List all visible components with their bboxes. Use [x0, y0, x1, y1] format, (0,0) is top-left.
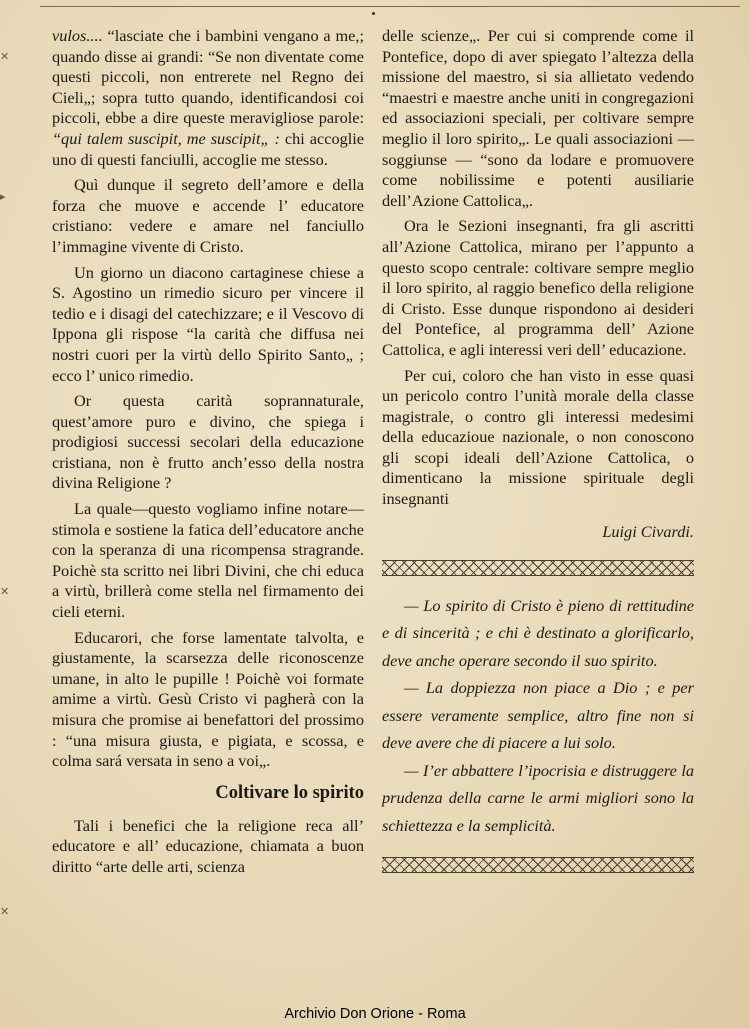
ornamental-divider — [382, 560, 694, 576]
margin-mark: ✕ — [0, 50, 10, 63]
maxim: — Lo spirito di Cristo è pieno di rettitudine e di sincerità ; e chi è destinato a glorificarlo, deve anche operare secondo il suo spirito. — [382, 595, 694, 670]
paragraph: delle scienze„. Per cui si comprende come il Pontefice, dopo di aver spiegato l’altezza della missione del maestro, si sia allietato vedendo “maestri e maestre anche uniti in congregazioni ed associazioni speciali, per coltivare sempre meglio il loro spirito„. Le quali associazioni — soggiunse — “sono da lodare e promuovere come nobilissime e potenti ausiliarie dell’Azione Cattolica„. — [382, 26, 694, 210]
maxims-block — [382, 592, 694, 840]
paragraph: Or questa carità soprannaturale, quest’amore puro e divino, che spiega i prodigiosi successi secolari della educazione cristiana, non è frutto anch’esso della nostra divina Religione ? — [52, 391, 364, 493]
paragraph: Per cui, coloro che han visto in esse quasi un pericolo contro l’unità morale della classe magistrale, o contro gli interessi medesimi della educazioue nazionale, o non conoscono gli scopi ideali dell’Azione Cattolica, o dimenticano la missione spirituale degli insegnanti — [382, 365, 694, 509]
left-column — [52, 26, 364, 878]
top-rule — [40, 6, 740, 7]
paragraph: Quì dunque il segreto dell’amore e della forza che muove e accende l’ educatore cristiano: vedere e amare nel fanciullo l’immagine vivente di Cristo. — [52, 175, 364, 256]
margin-mark: ✕ — [0, 905, 10, 918]
section-heading: Coltivare lo spirito — [215, 782, 364, 803]
ornamental-divider — [382, 857, 694, 873]
paragraph: Ora le Sezioni insegnanti, fra gli ascritti all’Azione Cattolica, mirano per l’appunto a questo scopo centrale: coltivare sempre meglio il loro spirito, al raggio benefico della religione di Cristo. Esse dunque rispondono ai desideri del Pontefice, al programma dell’ Azione Cattolica, e agli interessi veri dell’ educazione. — [382, 216, 694, 359]
paragraph: Educarori, che forse lamentate talvolta, e giustamente, la scarsezza delle riconoscenze umane, in alto le pupille ! Poichè voi formate amime a virtù. Gesù Cristo vi pagherà con la misura che promise ai benefattori del prossimo : “una misura giusta, e pigiata, e scossa, e colma sará versata in seno a voi„. — [52, 627, 364, 771]
author-signature: Luigi Civardi. — [602, 521, 694, 541]
maxim: — I’er abbattere l’ipocrisia e distruggere la prudenza della carne le armi migliori sono la schiettezza e la semplicità. — [382, 760, 694, 835]
margin-mark: ▸ — [0, 190, 6, 203]
archive-footer: Archivio Don Orione - Roma — [284, 1006, 466, 1022]
paragraph: Un giorno un diacono cartaginese chiese a S. Agostino un rimedio sicuro per vincere il tedio e i disagi del catechizzare; e il Vescovo di Ippona gli rispose “la carità che diffusa nei nostri cuori per la virtù dello Spirito Santo„ ; ecco l’ unico rimedio. — [52, 262, 364, 385]
center-dot — [372, 12, 375, 15]
right-column — [382, 26, 694, 889]
paragraph: La quale—questo vogliamo infine notare—stimola e sostiene la fatica dell’educatore anche con la speranza di una ricompensa stragrande. Poichè sta scritto nei libri Divini, che chi educa a virtù, brillerà come stella nel firmamento dei cieli eterni. — [52, 499, 364, 622]
paragraph: vulos.... “lasciate che i bambini vengano a me,; quando disse ai grandi: “Se non diventate come questi piccoli, non entrerete nel Regno dei Cieli„; sopra tutto quando, identificandosi coi piccoli, ebbe a dire queste meravigliose parole: “qui talem suscipit, me suscipit„ : chi accoglie uno di questi fanciulli, accoglie me stesso. — [52, 26, 365, 169]
margin-mark: ✕ — [0, 585, 10, 598]
maxim: — La doppiezza non piace a Dio ; e per essere veramente semplice, altro fine non si deve avere che di piacere a lui solo. — [382, 678, 694, 753]
paragraph: Tali i benefici che la religione reca all’ educatore e all’ educazione, chiamata a buon diritto “arte delle arti, scienza — [52, 815, 364, 876]
